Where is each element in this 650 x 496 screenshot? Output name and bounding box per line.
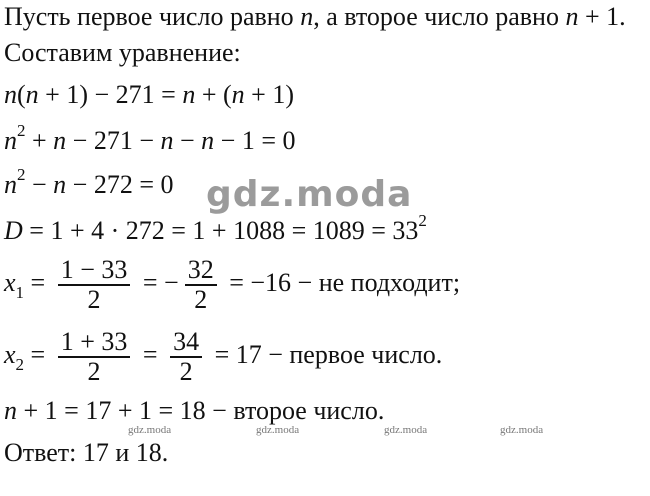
line-second-number: [4, 396, 384, 426]
text: − 272 = 0: [66, 170, 174, 199]
subscript: 2: [15, 354, 25, 374]
var-n: n: [25, 80, 39, 109]
text: −: [25, 170, 54, 199]
var-n: n: [53, 126, 67, 155]
numerator: 1 − 33: [60, 255, 128, 284]
text: + 1): [244, 80, 294, 109]
text: = −16 − не подходит;: [222, 267, 461, 297]
var-n: n: [4, 396, 17, 425]
text: =: [136, 339, 165, 369]
numerator: 34: [173, 327, 200, 356]
denominator: 2: [179, 357, 193, 386]
exponent: 2: [418, 211, 427, 230]
text: −: [173, 126, 202, 155]
subscript: 1: [15, 282, 25, 302]
text: , а второе число равно: [313, 2, 566, 31]
denominator: 2: [87, 285, 101, 314]
line-root-x2: [4, 328, 442, 386]
text: Пусть первое число равно: [4, 2, 301, 31]
text: + 1) − 271 =: [38, 80, 183, 109]
denominator: 2: [87, 357, 101, 386]
numerator: 1 + 33: [60, 327, 128, 356]
exponent: 2: [17, 121, 26, 140]
text: = 1 + 4 · 272 = 1 + 1088 = 1089 = 33: [22, 216, 419, 245]
line-root-x1: [4, 256, 460, 314]
var-x: x: [4, 339, 16, 369]
text: =: [24, 339, 52, 369]
line-equation: [4, 80, 294, 110]
var-n: n: [201, 126, 215, 155]
fraction: [185, 256, 217, 314]
fraction: [170, 328, 202, 386]
var-x: x: [4, 267, 16, 297]
watermark-small: gdz.moda: [256, 424, 300, 436]
var-n: n: [4, 170, 17, 199]
text: + (: [195, 80, 232, 109]
fraction: [58, 256, 131, 314]
line-definition: [4, 2, 626, 32]
line-expanded: [4, 121, 296, 156]
text: = −: [136, 267, 179, 297]
var-n: n: [160, 126, 174, 155]
line-compose-equation: Составим уравнение:: [4, 38, 241, 67]
var-n: n: [300, 2, 314, 31]
watermark-small: gdz.moda: [128, 424, 172, 436]
var-n: n: [182, 80, 196, 109]
exponent: 2: [17, 165, 26, 184]
text: + 1 = 17 + 1 = 18 − второе число.: [17, 396, 385, 425]
var-d: D: [4, 216, 23, 245]
line-quadratic: [4, 165, 174, 200]
text: = 17 − первое число.: [208, 339, 443, 369]
text: +: [25, 126, 54, 155]
numerator: 32: [187, 255, 214, 284]
line-discriminant: [4, 211, 427, 246]
var-n: n: [4, 126, 17, 155]
text: + 1.: [578, 2, 626, 31]
denominator: 2: [194, 285, 208, 314]
fraction: [58, 328, 131, 386]
var-n: n: [53, 170, 67, 199]
watermark-logo: gdz.moda: [206, 174, 413, 215]
text: =: [24, 267, 52, 297]
text: − 1 = 0: [214, 126, 296, 155]
var-n: n: [231, 80, 245, 109]
watermark-small: gdz.moda: [384, 424, 428, 436]
var-n: n: [4, 80, 17, 109]
text: (: [17, 80, 26, 109]
watermark-small: gdz.moda: [500, 424, 544, 436]
line-answer: Ответ: 17 и 18.: [4, 438, 169, 467]
var-n: n: [565, 2, 579, 31]
text: − 271 −: [66, 126, 161, 155]
